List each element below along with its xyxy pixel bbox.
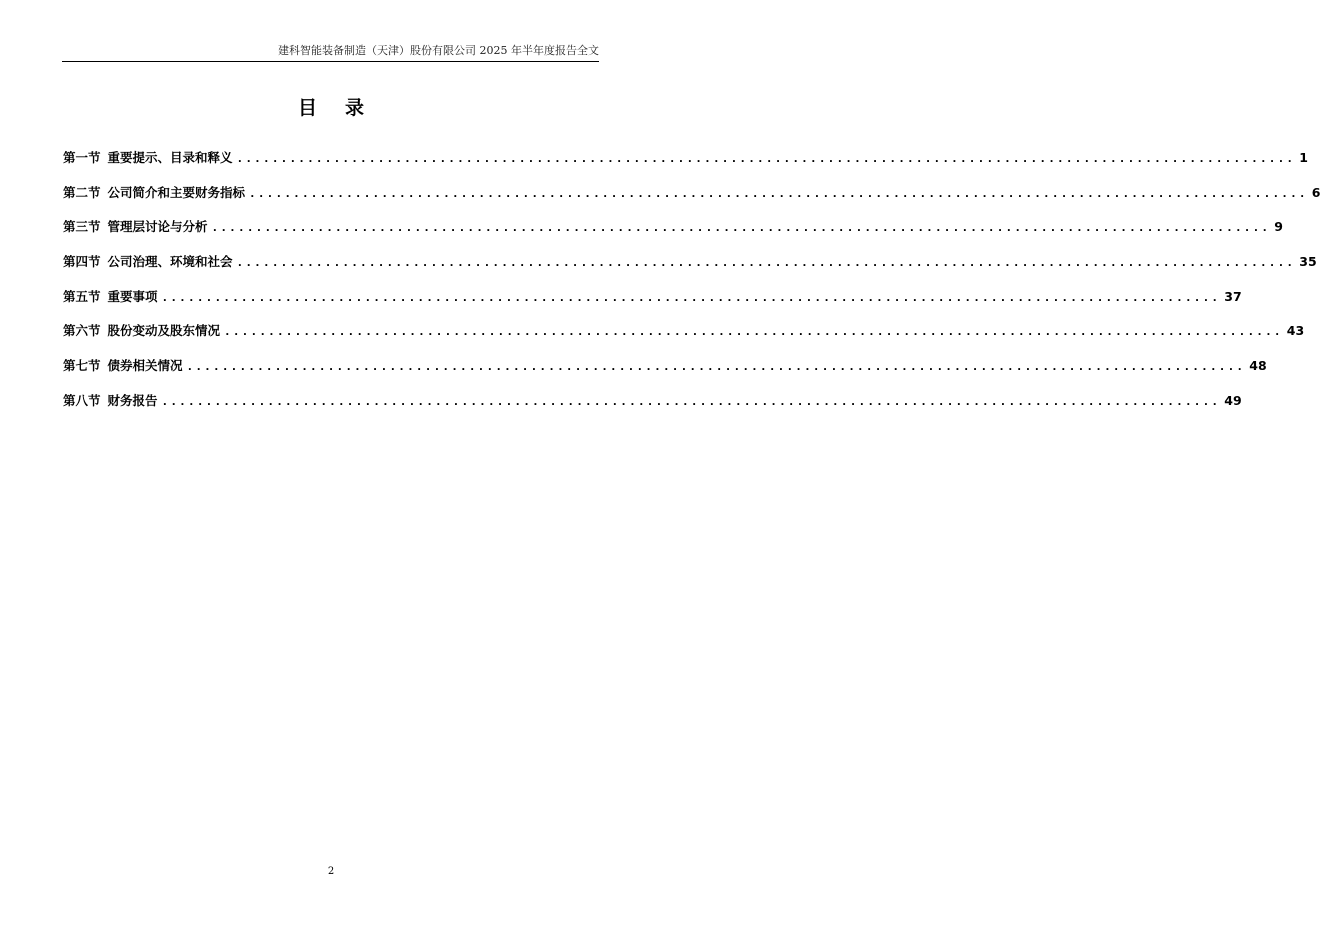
toc-section-number: 第六节 [63, 323, 101, 339]
header-rule [62, 61, 599, 62]
table-of-contents [63, 148, 1320, 426]
toc-title-char-2: 录 [345, 97, 365, 119]
toc-dot-leader: ........................................................................................................................ [211, 221, 1271, 235]
toc-page-number: 1 [1299, 150, 1308, 165]
toc-page-number: 49 [1224, 392, 1242, 408]
toc-dot-leader: ........................................................................................................................ [161, 290, 1221, 304]
page-footer-number: 2 [327, 866, 335, 877]
toc-section-title: 公司简介和主要财务指标 [107, 184, 246, 200]
toc-page-number: 9 [1274, 219, 1283, 235]
toc-dot-leader: ........................................................................................................................ [186, 360, 1246, 374]
toc-section-title: 公司治理、环境和社会 [107, 254, 233, 270]
toc-title [0, 93, 662, 120]
toc-section-title: 重要提示、目录和释义 [107, 150, 233, 165]
toc-dot-leader: ........................................................................................................................ [161, 394, 1221, 408]
toc-entry-7[interactable] [63, 356, 1267, 391]
toc-section-number: 第四节 [63, 254, 101, 270]
toc-entry-6[interactable] [63, 321, 1305, 356]
toc-dot-leader: ........................................................................................................................ [236, 256, 1296, 270]
toc-page-number: 37 [1224, 288, 1242, 304]
toc-section-number: 第八节 [63, 392, 101, 408]
toc-section-title: 重要事项 [107, 288, 158, 304]
toc-section-number: 第二节 [63, 184, 101, 200]
toc-entry-5[interactable] [63, 287, 1242, 322]
toc-entry-2[interactable] [63, 183, 1320, 218]
toc-entry-8[interactable] [63, 391, 1242, 426]
toc-dot-leader: ........................................................................................................................ [249, 186, 1308, 200]
toc-section-number: 第七节 [63, 358, 101, 374]
toc-section-title: 债券相关情况 [107, 358, 183, 374]
toc-page-number: 43 [1286, 323, 1305, 339]
toc-section-title: 股份变动及股东情况 [107, 323, 221, 339]
toc-entry-3[interactable] [63, 217, 1283, 252]
toc-section-number: 第一节 [63, 150, 101, 165]
toc-entry-4[interactable] [63, 252, 1317, 287]
toc-entry-1[interactable] [63, 148, 1308, 183]
toc-section-title: 管理层讨论与分析 [107, 219, 208, 235]
toc-section-number: 第五节 [63, 288, 101, 304]
toc-dot-leader: ........................................................................................................................ [224, 325, 1283, 339]
toc-section-number: 第三节 [63, 219, 101, 235]
toc-section-title: 财务报告 [107, 392, 158, 408]
toc-page-number: 6 [1311, 184, 1320, 200]
toc-title-char-1: 目 [297, 97, 317, 119]
toc-page-number: 48 [1249, 358, 1267, 374]
page-header: 建科智能装备制造（天津）股份有限公司 2025 年半年度报告全文 [278, 44, 599, 57]
toc-page-number: 35 [1299, 254, 1317, 270]
toc-dot-leader: ........................................................................................................................ [236, 152, 1296, 165]
